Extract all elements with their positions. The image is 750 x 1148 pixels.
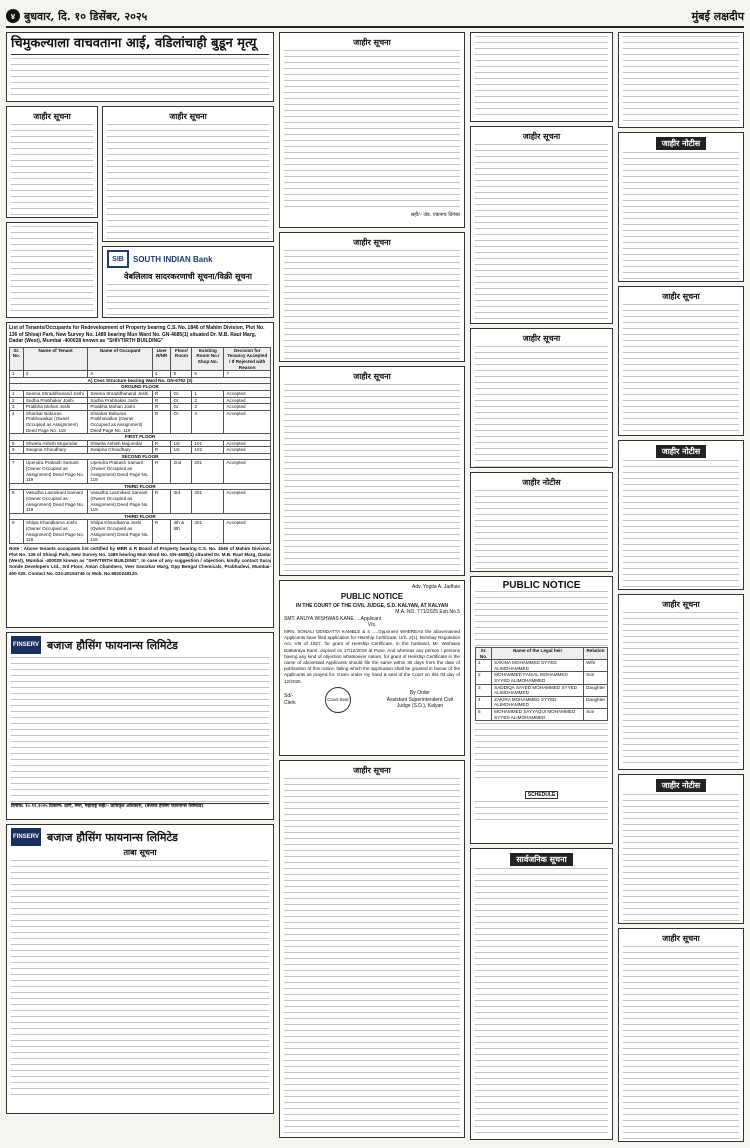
bank-notice	[102, 246, 274, 318]
notice-c2-3	[279, 366, 465, 576]
th-decision: Decision for Tenancy Accepted / If Rejected with Reason	[224, 347, 271, 370]
th-room: Existing Room No./ Shop No.	[192, 347, 224, 370]
cell: Swapna Choudhary	[88, 447, 153, 454]
notice-heading: जाहीर सूचना	[169, 112, 207, 121]
cell: ZAKIRA MOHAMMED SYYED ALIMOHAMMED	[492, 696, 584, 708]
cell: Sudha Prabhakar Joshi	[23, 397, 88, 404]
cell: R	[152, 520, 171, 543]
cell: Accepted	[224, 404, 271, 411]
cell: 7	[10, 460, 24, 483]
signatory: सही/- ॲड. एकनाथ दिगंबर	[410, 212, 460, 218]
tenant-table-note: Note : Above tenants occupants list certified by MBR & R Board of Property bearing C.S. No. 1846 of Mahim Division, Plot No. 136 of Shivaji Park, New Survey No. 1489 bearing Mun Ward No. GN-4685(1) situated Dr. M.B. Raut Marg, Dadar (West), Mumbai -400028 known as "SHIVTIRTH BUILDING". In case of any suggestion / objection, kindly contact Suraj Sonde Developers Ltd., 3rd Floor, Aman Chambers, Veer Savarkar Marg, Opp Bengal Chemicals, Prabhadevi, Mumbai-400 025. Contact No. 022-40154746 or Mob. No.9920249120.	[9, 545, 271, 576]
public-notice-title: PUBLIC NOTICE	[502, 580, 581, 591]
cell: Sudha Prabhakar Joshi	[88, 397, 153, 404]
cell: Wife	[584, 660, 608, 672]
court-name: IN THE COURT OF THE CIVIL JUDGE, S.D. KALYAN, AT KALYAN	[296, 602, 448, 609]
th-relation: Relation	[584, 648, 608, 660]
cell: Seema Shraddhanand Joshi	[23, 390, 88, 397]
bank-notice-title: वेबलिलाव सादरकरणाची सूचना/विक्री सूचना	[124, 272, 252, 281]
case-number: M.A. NO. 771/2025 Exh.No.5	[395, 609, 460, 616]
notice-heading: जाहीर सूचना	[33, 112, 71, 121]
notice-c4-4	[618, 594, 744, 770]
table-row	[10, 404, 271, 411]
notice-c2-1	[279, 32, 465, 228]
column-1	[6, 32, 274, 1142]
finserv-footer: दिनांक: १०.१२.२०२५ ठिकाण: ठाणे, मिरा, महाराष्ट्र सही/- प्राधिकृत अधिकारी, (बजाज हौसिंग फायनान्स लिमिटेड)	[11, 803, 269, 810]
court-notice-title: PUBLIC NOTICE	[340, 591, 404, 601]
assistant-superintendent: Assistant Superintendent Civil Judge (S.D.), Kalyan	[386, 696, 454, 710]
table-row	[10, 447, 271, 454]
cell: 1st	[171, 447, 192, 454]
notice-c3-1	[470, 126, 613, 324]
cell: 2	[10, 397, 24, 404]
bank-name: SOUTH INDIAN Bank	[133, 254, 213, 264]
notice-c4-5	[618, 774, 744, 924]
court-body: MRS. SONALI DENDATTA KAMBLE & 4 .....Opponent WHEREAS the abovenamed Applicants have filed application for Heirship Certificate, U/S. 2(1), Bombay Regulation Act, VIII of 1827, for grant of Heirship Certificate, in the husband, Mr. Wishwas Dattatraya Kane, expired on 17/12/2019 at Pune. And whereas any person / persons having any kind of objection whatsoever nature, for grant of Heirship Certificate in the name of abovesaid Applicants should file the same within 30 days from the date of publication of this notice, failing which the application shall be granted in favour of the Applicants as prayed for. Given under my hand & seal of the Court on this 03 day of 12/2025.	[284, 628, 460, 684]
table-row	[10, 390, 271, 397]
sd-label: Sd/-	[284, 693, 294, 700]
cell: 102	[192, 447, 224, 454]
cell: Accepted	[224, 460, 271, 483]
notice-c3-5	[470, 848, 613, 1140]
col-num: 1	[10, 371, 24, 378]
notice-left-1	[6, 106, 98, 218]
floor-row: THIRD FLOOR	[10, 483, 271, 490]
cell: Upendra Prakash Samant (Owner Occupied as Assignment) Deed Page No. 119	[88, 460, 153, 483]
cell: 4th & 5th	[171, 520, 192, 543]
th-tenant: Name of Tenant	[23, 347, 88, 370]
cell: Pratibha Mohan Joshi	[23, 404, 88, 411]
notice-heading: जाहीर सूचना	[353, 38, 391, 47]
cell: MOHAMMED SAYYAQUI MOHAMMED SYYED ALIMOHAMMED	[492, 708, 584, 720]
cell: Shankar Baburao Prabhavalkar (Owner Occupied as Assignment) Deed Page No. 119	[23, 410, 88, 433]
notice-heading: जाहीर सूचना	[662, 292, 700, 301]
notice-c3-2	[470, 328, 613, 468]
date-line: बुधवार, दि. १० डिसेंबर, २०२५	[24, 9, 148, 23]
cell: R	[152, 490, 171, 513]
table-row	[476, 696, 608, 708]
cell: Accepted	[224, 447, 271, 454]
cell: R	[152, 447, 171, 454]
notice-heading: जाहीर सूचना	[353, 372, 391, 381]
cell: 1	[476, 660, 492, 672]
cell: Daughter	[584, 684, 608, 696]
floor-row: THIRD FLOOR	[10, 513, 271, 520]
cell: Vasudha Laxmikant Samant (Owner Occupied as Assignment) Deed Page No. 119	[23, 490, 88, 513]
cell: Shilpa Khandkarna Joshi (Owner Occupied as Assignment) Deed Page No. 119	[23, 520, 88, 543]
tenant-list	[6, 322, 274, 628]
notice-c4-2	[618, 286, 744, 436]
cell: 3	[192, 404, 224, 411]
cell: Accepted	[224, 410, 271, 433]
cell: 5	[476, 708, 492, 720]
th-sr: Sr. No.	[10, 347, 24, 370]
cell: 8	[10, 490, 24, 513]
advocate-name: Adv. Yogita A. Jadhav	[411, 584, 460, 590]
notice-heading: जाहीर सूचना	[353, 238, 391, 247]
cell: 1	[10, 390, 24, 397]
bajaj-notice-1	[6, 632, 274, 820]
finserv-title: बजाज हौसिंग फायनान्स लिमिटेड	[47, 638, 178, 652]
notice-heading: जाहीर नोटीस	[656, 779, 706, 792]
notice-right-1	[102, 106, 274, 242]
notice-c3-3	[470, 472, 613, 572]
table-row	[10, 520, 271, 543]
cell: 4	[192, 410, 224, 433]
cell: R	[152, 460, 171, 483]
cell: Gr.	[171, 404, 192, 411]
table-row	[476, 660, 608, 672]
applicant: SMT. ANUYA WISHWAS KANE ....Applicant	[284, 615, 382, 622]
notice-heading: जाहीर सूचना	[522, 334, 561, 343]
table-row	[10, 460, 271, 483]
cell: 4	[10, 410, 24, 433]
cell: 201	[192, 460, 224, 483]
page-number: ४	[6, 9, 20, 23]
th-heir: Name of the Legal heir	[492, 648, 584, 660]
section-name: मुंबई लक्षदीप	[691, 9, 744, 23]
notice-heading: जाहीर नोटीस	[656, 445, 706, 458]
cell: Accepted	[224, 490, 271, 513]
cell: 2	[192, 397, 224, 404]
cell: Accepted	[224, 440, 271, 447]
cell: Son	[584, 672, 608, 684]
tenant-table	[9, 347, 271, 544]
cell: R	[152, 404, 171, 411]
table-row	[10, 490, 271, 513]
cell: 401	[192, 520, 224, 543]
by-order: By Order	[409, 689, 430, 696]
cell: Gr.	[171, 410, 192, 433]
headline: चिमुकल्याला वाचवताना आई, वडिलांचाही बुडून मृत्यू	[11, 36, 269, 55]
cell: Accepted	[224, 397, 271, 404]
notice-c4-0	[618, 32, 744, 128]
th-sr: Sr. No.	[476, 648, 492, 660]
table-row	[476, 672, 608, 684]
cell: Shilpa Khandkarna Joshi (Owner Occupied as Assignment) Deed Page No. 119	[88, 520, 153, 543]
table-row	[476, 708, 608, 720]
notice-heading: जाहीर सूचना	[353, 766, 391, 775]
finserv-logo-icon: FINSERV	[11, 828, 41, 846]
col-num: 6	[192, 371, 224, 378]
notice-c4-1	[618, 132, 744, 282]
cell: 2nd	[171, 460, 192, 483]
table-row	[10, 410, 271, 433]
masthead	[6, 6, 744, 28]
col-num: 5	[171, 371, 192, 378]
court-seal-icon: Court Seal	[325, 687, 351, 713]
cell: Accepted	[224, 520, 271, 543]
cell: Shweta Ashish Mujumdar	[88, 440, 153, 447]
floor-row: FIRST FLOOR	[10, 434, 271, 441]
cell: Son	[584, 708, 608, 720]
th-floor: Floor/ Room	[171, 347, 192, 370]
finserv-title: बजाज हौसिंग फायनान्स लिमिटेड	[47, 830, 178, 844]
cell: R	[152, 390, 171, 397]
legal-heirs-table	[475, 647, 608, 721]
section-row: A) Cess Structure bearing Ward No. GN-6752 (3)	[10, 377, 271, 384]
table-row	[10, 440, 271, 447]
cell: 1st	[171, 440, 192, 447]
cell: 4	[476, 696, 492, 708]
clerk-label: Clerk	[284, 699, 296, 706]
cell: Shweta Ashish Mujumdar	[23, 440, 88, 447]
court-notice	[279, 580, 465, 756]
cell: Daughter	[584, 696, 608, 708]
cell: 1	[192, 390, 224, 397]
cell: MOHAMMED FAISAL MOHAMMED SYYED ALIMOHAMMED	[492, 672, 584, 684]
col-num: 2	[23, 371, 88, 378]
cell: 2	[476, 672, 492, 684]
cell: SAKINA MOHAMMED SYYED ALIMOHAMMED	[492, 660, 584, 672]
finserv-logo-icon: FINSERV	[11, 636, 41, 654]
cell: Seema Shraddhanand Joshi	[88, 390, 153, 397]
cell: Swapna Choudhary	[23, 447, 88, 454]
column-2	[279, 32, 465, 1142]
bajaj-notice-2	[6, 824, 274, 1114]
notice-c2-2	[279, 232, 465, 362]
notice-c2-4	[279, 760, 465, 1138]
versus: V/s.	[367, 622, 377, 629]
notice-c4-6	[618, 928, 744, 1142]
cell: 5	[10, 440, 24, 447]
cell: 301	[192, 490, 224, 513]
cell: 3	[476, 684, 492, 696]
floor-row: SECOND FLOOR	[10, 453, 271, 460]
notice-heading: जाहीर सूचना	[662, 934, 700, 943]
notice-heading: जाहीर सूचना	[522, 132, 561, 141]
cell: R	[152, 397, 171, 404]
column-4	[618, 32, 744, 1142]
finserv-subtitle: ताबा सूचना	[123, 848, 157, 857]
cell: Upendra Prakash Samant (Owner Occupied as Assignment) Deed Page No. 119	[23, 460, 88, 483]
th-user: User R/NR	[152, 347, 171, 370]
headline-story	[6, 32, 274, 102]
th-occupant: Name of Occupant	[88, 347, 153, 370]
notice-heading: जाहीर सूचना	[662, 600, 700, 609]
cell: Accepted	[224, 390, 271, 397]
cell: 3rd	[171, 490, 192, 513]
cell: Vasudha Laxmikant Samant (Owner Occupied as Assignment) Deed Page No. 119	[88, 490, 153, 513]
notice-heading: सार्वजनिक सूचना	[510, 853, 572, 866]
cell: R	[152, 440, 171, 447]
notice-c3-0	[470, 32, 613, 122]
col-num: 3	[88, 371, 153, 378]
column-3	[470, 32, 613, 1142]
cell: SADDIQA SAYED MOHAMMED SYYED ALIMOHAMMED	[492, 684, 584, 696]
cell: 9	[10, 520, 24, 543]
bank-logo-icon: SIB	[107, 250, 129, 268]
tenant-list-title: List of Tenants/Occupants for Redevelopment of Property bearing C.S. No. 1846 of Mahim Division, Plot No. 136 of Shivaji Park, New Survey No. 1489 bearing Mun Ward No. GN-4685(1) situated Dr. M.B. Raut Marg, Dadar (West), Mumbai -400028 known as "SHIVTIRTH BUILDING"	[9, 325, 265, 345]
notice-left-2	[6, 222, 98, 318]
col-num: 7	[224, 371, 271, 378]
table-row	[476, 684, 608, 696]
cell: R	[152, 410, 171, 433]
table-row	[10, 397, 271, 404]
cell: Shankar Baburao Prabhavalkar (Owner Occupied as Assignment) Deed Page No. 119	[88, 410, 153, 433]
cell: 3	[10, 404, 24, 411]
notice-c4-3	[618, 440, 744, 590]
cell: 101	[192, 440, 224, 447]
schedule-label: SCHEDULE	[525, 791, 559, 799]
floor-row: GROUND FLOOR	[10, 384, 271, 391]
cell: Pratibha Mohan Joshi	[88, 404, 153, 411]
public-notice	[470, 576, 613, 844]
cell: Gr.	[171, 397, 192, 404]
cell: 6	[10, 447, 24, 454]
cell: Gr.	[171, 390, 192, 397]
col-num: 4	[152, 371, 171, 378]
notice-heading: जाहीर नोटीस	[656, 137, 706, 150]
notice-heading: जाहीर नोटीस	[522, 478, 561, 487]
